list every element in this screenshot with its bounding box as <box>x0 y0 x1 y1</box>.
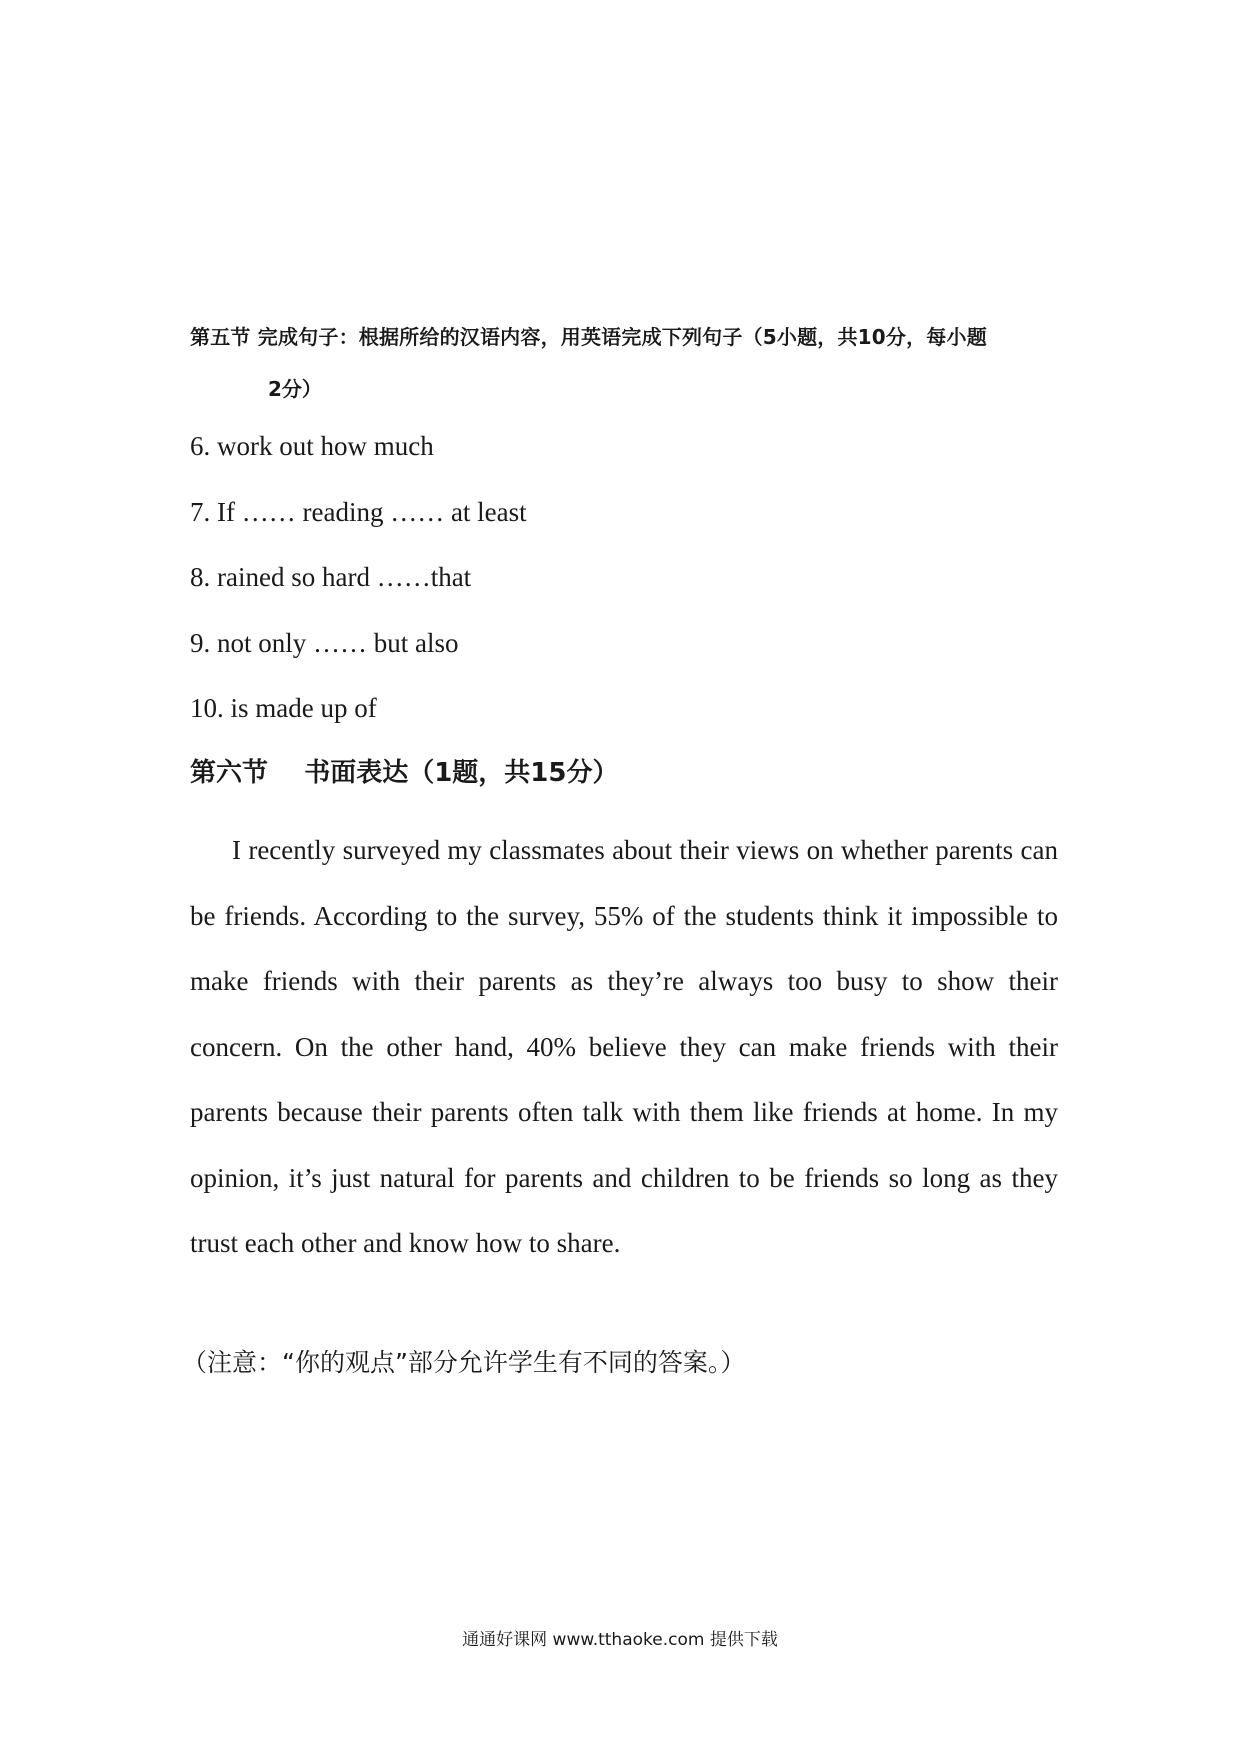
answer-item-6: 6. work out how much <box>190 431 434 461</box>
answer-item-7: 7. If …… reading …… at least <box>190 496 527 527</box>
answer-item-8: 8. rained so hard ……that <box>190 562 472 592</box>
footer-source: 通通好课网 www.tthaoke.com 提供下载 <box>462 1630 778 1650</box>
answer-item-9: 9. not only …… but also <box>190 627 459 658</box>
section6-heading: 第六节 书面表达（1题，共15分） <box>190 758 619 788</box>
essay-paragraph: I recently surveyed my classmates about their views on whether parents can be friends. According to the survey, 55% of the students think it impossible to make friends with their parents as they’re always too busy to show their concern. On the other hand, 40% believe they can make friends with their parents because their parents often talk with them like friends at home. In my opinion, it’s just natural for parents and children to be friends so long as they trust each other and know how to share. <box>190 835 1058 1258</box>
answer-list <box>190 426 527 754</box>
section5-heading: 第五节 完成句子：根据所给的汉语内容，用英语完成下列句子（5小题，共10分，每小题 <box>190 325 987 349</box>
section5-heading-continuation: 2分） <box>268 377 322 401</box>
answer-item-10: 10. is made up of <box>190 693 377 723</box>
answer-note: （注意：“你的观点”部分允许学生有不同的答案。） <box>182 1348 746 1377</box>
